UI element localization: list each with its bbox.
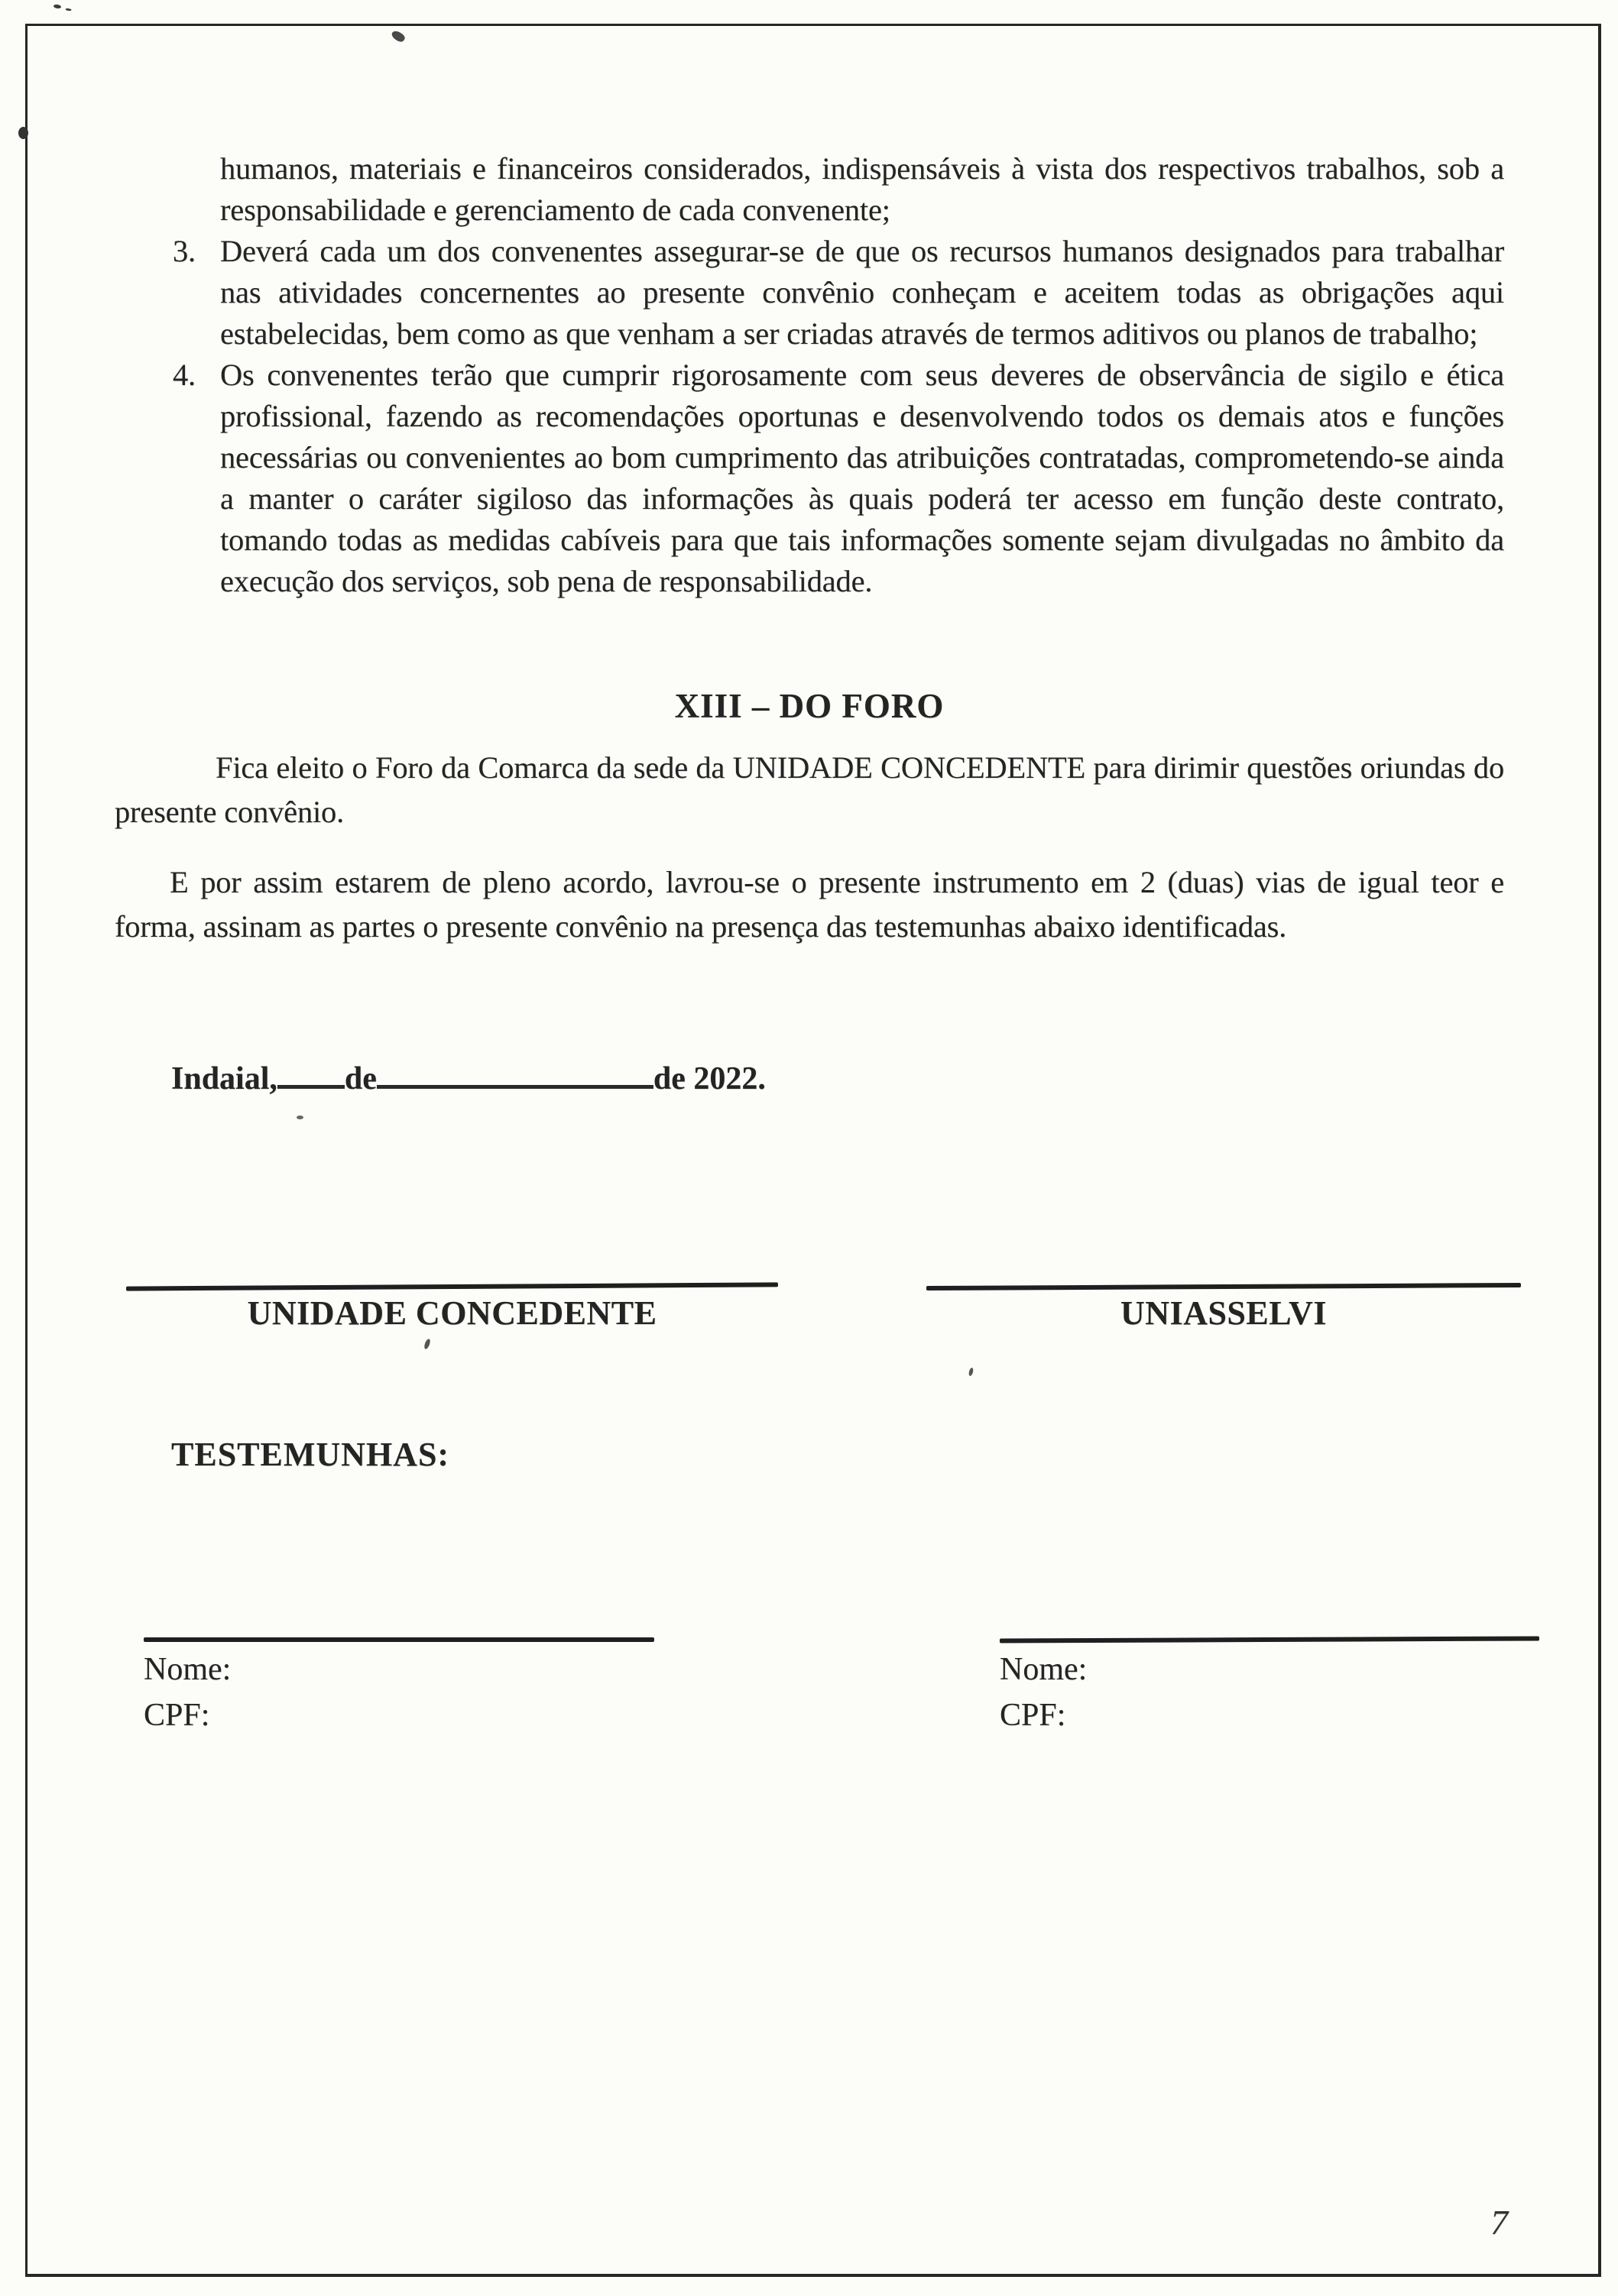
- witness-cpf-label: CPF:: [144, 1698, 210, 1733]
- date-de-label: de: [344, 1061, 377, 1096]
- paragraph-closing: E por assim estarem de pleno acordo, lavrou-se o presente instrumento em 2 (duas) vias de igual teor e forma, assinam as partes o presente convênio na presença das testemunhas abaixo identificadas.: [115, 865, 1504, 944]
- clause-continuation-text: humanos, materiais e financeiros considerados, indispensáveis à vista dos respectivos trabalhos, sob a responsabilidade e gerenciamento de cada convenente;: [220, 151, 1504, 227]
- clause-item-4: [115, 355, 1504, 602]
- witness-cpf-label: CPF:: [1000, 1698, 1066, 1733]
- witness-signature-line: [1000, 1636, 1539, 1643]
- witness-name-label: Nome:: [1000, 1652, 1088, 1687]
- date-month-blank: [377, 1085, 653, 1089]
- signature-label-concedente: UNIDADE CONCEDENTE: [247, 1294, 657, 1332]
- scan-speck: [18, 127, 28, 139]
- signature-label-uniasselvi: UNIASSELVI: [1120, 1294, 1327, 1332]
- witness-block-left: [144, 1637, 654, 1738]
- witness-name-label: Nome:: [144, 1652, 232, 1687]
- clause-number: 3.: [173, 234, 196, 268]
- clauses-list: [115, 148, 1504, 602]
- witness-signature-line: [144, 1637, 654, 1642]
- clause-text: Deverá cada um dos convenentes assegurar-se de que os recursos humanos designados para trabalhar nas atividades concernentes ao presente convênio conheçam e aceitem todas as obrigações aqui estabelecidas, bem como as que venham a ser criadas através de termos aditivos ou planos de trabalho;: [220, 234, 1504, 351]
- scan-speck: [297, 1116, 303, 1119]
- signature-block-concedente: [126, 1284, 778, 1333]
- scan-speck: [54, 4, 62, 8]
- date-line: [171, 1061, 766, 1097]
- clause-text: Os convenentes terão que cumprir rigorosamente com seus deveres de observância de sigilo e ética profissional, fazendo as recomendações oportunas e desenvolvendo todos os demais atos e funções necessárias ou convenientes ao bom cumprimento das atribuições contratadas, comprometendo-se ainda a manter o caráter sigiloso das informações às quais poderá ter acesso em função deste contrato, tomando todas as medidas cabíveis para que tais informações somente sejam divulgadas no âmbito da execução dos serviços, sob pena de responsabilidade.: [220, 358, 1504, 598]
- signature-line: [126, 1282, 778, 1290]
- witness-block-right: [1000, 1637, 1539, 1738]
- clause-number: 4.: [173, 358, 196, 392]
- paragraph-foro: Fica eleito o Foro da Comarca da sede da UNIDADE CONCEDENTE para dirimir questões oriundas do presente convênio.: [115, 750, 1504, 829]
- section-heading-foro: XIII – DO FORO: [674, 687, 945, 725]
- date-day-blank: [277, 1085, 345, 1089]
- signature-line: [926, 1283, 1521, 1290]
- signature-block-uniasselvi: [926, 1284, 1521, 1333]
- clause-item-3: [115, 231, 1504, 355]
- date-city-label: Indaial,: [171, 1061, 277, 1096]
- witnesses-heading: TESTEMUNHAS:: [171, 1436, 450, 1473]
- page-number: 7: [1490, 2203, 1508, 2242]
- date-year-label: de 2022.: [653, 1061, 766, 1096]
